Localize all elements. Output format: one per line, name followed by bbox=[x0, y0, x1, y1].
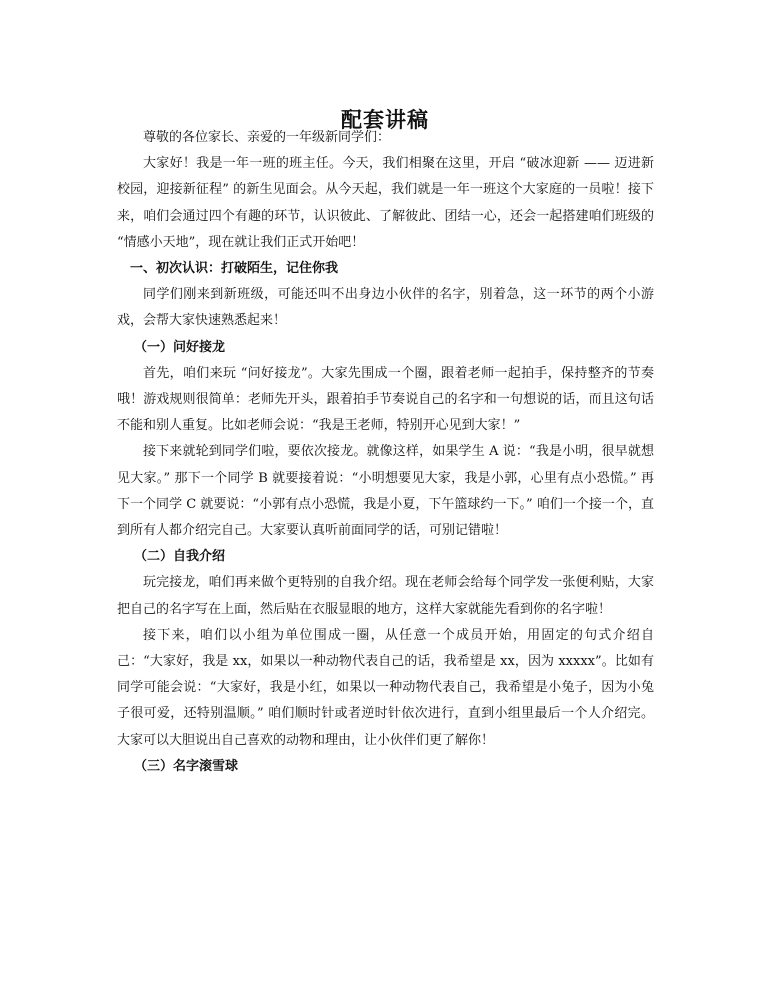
sub2-paragraph-1: 玩完接龙，咱们再来做个更特别的自我介绍。现在老师会给每个同学发一张便利贴，大家把自己的名字写在上面，然后贴在衣服显眼的地方，这样大家就能先看到你的名字啦！ bbox=[117, 575, 654, 617]
sub1-paragraph-1: 首先，咱们来玩 “问好接龙”。大家先围成一个圈，跟着老师一起拍手，保持整齐的节奏哦！游戏规则很简单：老师先开头，跟着拍手节奏说自己的名字和一句想说的话，而且这句话不能和别人重复。比如老师会说：“我是王老师，特别开心见到大家！” bbox=[117, 365, 654, 434]
subsection-heading-1: （一）问好接龙 bbox=[134, 339, 226, 355]
sub1-paragraph-2: 接下来就轮到同学们啦，要依次接龙。就像这样，如果学生 A 说：“我是小明，很早就想见大家。” 那下一个同学 B 就要接着说：“小明想要见大家，我是小郭，心里有点小恐慌。” 再下一个同学 C 就要说：“小郭有点小恐慌，我是小夏，下午篮球约一下。” 咱们一个接一个，直到所有人都介绍完自己。大家要认真听前面同学的话，可别记错啦！ bbox=[117, 444, 654, 539]
greeting-paragraph: 尊敬的各位家长、亲爱的一年级新同学们： bbox=[143, 130, 391, 145]
section1-intro-paragraph: 同学们刚来到新班级，可能还叫不出身边小伙伴的名字，别着急，这一环节的两个小游戏，会帮大家快速熟悉起来！ bbox=[117, 287, 654, 329]
page-title: 配套讲稿 bbox=[341, 107, 429, 133]
document-body bbox=[117, 125, 654, 780]
sub2-paragraph-2: 接下来，咱们以小组为单位围成一圈，从任意一个成员开始，用固定的句式介绍自己：“大家好，我是 xx，如果以一种动物代表自己的话，我希望是 xx，因为 xxxxx”。比如有同学可能会说：“大家好，我是小红，如果以一种动物代表自己，我希望是小兔子，因为小兔子很可爱，还特别温顺。” 咱们顺时针或者逆时针依次进行，直到小组里最后一个人介绍完。大家可以大胆说出自己喜欢的动物和理由，让小伙伴们更了解你！ bbox=[117, 627, 654, 748]
intro-paragraph: 大家好！我是一年一班的班主任。今天，我们相聚在这里，开启 “破冰迎新 —— 迈进新校园，迎接新征程” 的新生见面会。从今天起，我们就是一年一班这个大家庭的一员啦！接下来，咱们会通过四个有趣的环节，认识彼此、了解彼此、团结一心，还会一起搭建咱们班级的 “情感小天地”，现在就让我们正式开始吧！ bbox=[117, 156, 654, 250]
subsection-heading-2: （二）自我介绍 bbox=[134, 549, 226, 565]
subsection-heading-3: （三）名字滚雪球 bbox=[134, 758, 239, 774]
section-heading-1: 一、初次认识：打破陌生，记住你我 bbox=[130, 261, 339, 277]
